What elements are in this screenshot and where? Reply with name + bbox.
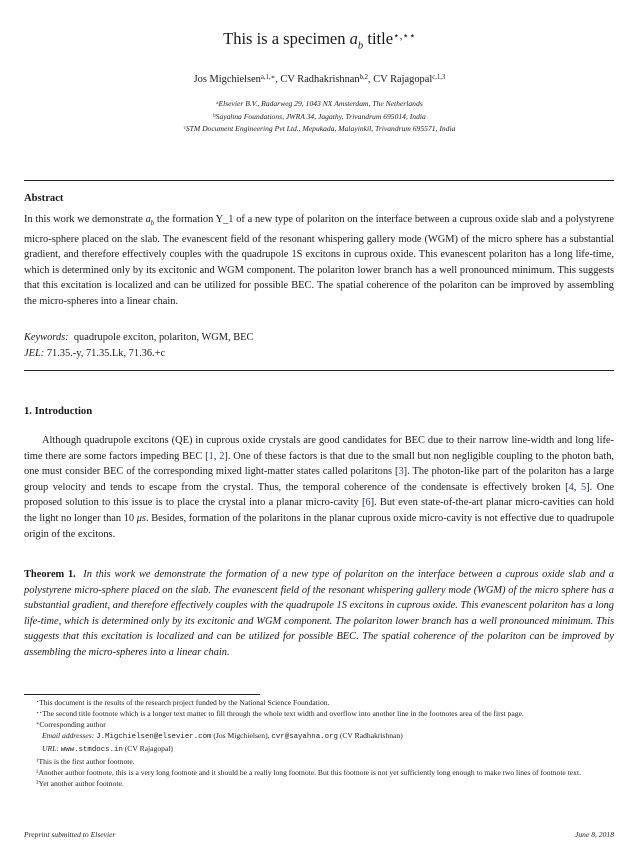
email-link[interactable]: cvr@sayahna.org (271, 733, 338, 741)
intro-text: ]. One proposed solution to this issue is to place the crystal into a planar micro-cavity [ (24, 481, 615, 509)
email-link[interactable]: J.Migchielsen@elsevier.com (96, 733, 212, 741)
intro-text: , (213, 450, 220, 462)
abstract-top-rule (24, 180, 614, 181)
jel-line (24, 346, 614, 362)
author-list (0, 73, 639, 86)
theorem-text: In this work we demonstrate the formation of a new type of polariton on the interface between a cuprous oxide slab and a polystyrene micro-sphere placed on the slab. The evanescent field of the resonant whispering gallery mode (WGM) of the micro sphere has a substantial gradient, and therefore effectively couples with the quadrupole 1S excitons in cuprous oxide. This evanescent polariton has a long life-time, which is determined only by its excitonic and WGM component. The polariton lower branch has a well pronounced minimum. This suggests that this excitation is localized and can be utilized for possible BEC. The spatial coherence of the polariton can be improved by assembling the micro-spheres into a linear chain. (24, 569, 614, 658)
footnote-text: Another author footnote, this is a very long footnote and it should be a really long footnote. But this footnote is not yet sufficiently long enough to make two lines of footnote text. (38, 768, 581, 777)
footnote-mark: 3 (36, 780, 39, 786)
citation-link[interactable]: 6 (365, 497, 371, 509)
citation-link[interactable]: 1 (208, 450, 214, 462)
author-marks: c,1,3 (432, 73, 446, 81)
intro-text: , (573, 481, 581, 493)
affiliation-text: STM Document Engineering Pvt Ltd., Mepukada, Malayinkil, Trivandrum 695571, India (185, 124, 456, 133)
affiliation (0, 98, 639, 111)
affiliation (0, 123, 639, 136)
footnote-mark: ⋆ (36, 699, 40, 705)
jel-value: 71.35.-y, 71.35.Lk, 71.36.+c (46, 347, 166, 359)
footer-date: June 8, 2018 (574, 830, 614, 839)
footnote-text: Corresponding author (39, 720, 106, 729)
abstract-math: a (145, 214, 151, 225)
footnote (24, 778, 614, 789)
keywords-block (24, 330, 614, 361)
affiliation-mark: a (216, 100, 219, 106)
intro-text: ]. One of these factors is that due to the small but non negligible coupling to the photon bath, one must consider BEC of the corresponding mixed light-matter states called polaritons [ (24, 450, 614, 478)
title-tail: title (363, 29, 394, 48)
footnotes (24, 697, 614, 789)
author-separator: , (368, 74, 374, 85)
url-owner: (CV Rajagopal) (124, 744, 173, 753)
affiliation-mark: b (213, 113, 216, 119)
author-name: Jos Migchielsen (193, 74, 261, 85)
paper-title (0, 29, 639, 55)
abstract-text: In this work we demonstrate (24, 214, 146, 225)
abstract-text: the formation Y_1 of a new type of polariton on the interface between a cuprous oxide slab and a polystyrene micro-sphere placed on the slab. The evanescent field of the resonant whispering gallery mode (WGM) of the micro sphere has a substantial gradient, and therefore effectively couples with the quadrupole 1S excitons in cuprous oxide. This evanescent polariton has a long life-time, which is determined only by its excitonic and WGM component. The polariton lower branch has a well pronounced minimum. This suggests that this excitation is localized and can be utilized for possible BEC. The spatial coherence of the polariton can be improved by assembling the micro-spheres into a linear chain. (24, 214, 614, 308)
email-label: Email addresses: (42, 731, 95, 740)
citation-link[interactable]: 5 (580, 481, 587, 493)
author-marks: b,2 (359, 73, 369, 81)
intro-text: ]. But even state-of-the-art planar micro-cavities can hold the light no longer than 10 (24, 497, 614, 524)
author-name: CV Radhakrishnan (280, 74, 360, 85)
citation-link[interactable]: 3 (398, 466, 404, 478)
footnote (24, 708, 614, 719)
author-name: CV Rajagopal (373, 74, 433, 85)
intro-text: . Besides, formation of the polaritons in the planar cuprous oxide micro-cavity is not effective due to quadrupole origin of the excitons. (24, 512, 614, 540)
author-separator: , (275, 74, 281, 85)
math-unit: μs (136, 512, 146, 524)
footnote-text: The second title footnote which is a longer text matter to fill through the whole text width and overflow into another line in the footnotes area of the first page. (42, 709, 524, 718)
footnote-text: This is the first author footnote. (38, 757, 135, 766)
url-label: URL: (42, 744, 59, 753)
theorem-label: Theorem 1. (24, 569, 76, 580)
affiliation (0, 111, 639, 124)
footnote (24, 719, 614, 730)
footnote-emails (24, 730, 614, 743)
jel-label: JEL: (24, 347, 45, 359)
url-link[interactable]: www.stmdocs.in (60, 746, 123, 754)
footnote (24, 756, 614, 767)
footnote-mark: 2 (36, 769, 39, 775)
footnote-mark: ∗ (36, 721, 40, 727)
intro-text: Although quadrupole excitons (QE) in cuprous oxide crystals are good candidates for BEC due to their narrow line-width and long life-time there are some factors impeding BEC [ (24, 435, 614, 462)
footer-preprint-note: Preprint submitted to Elsevier (24, 830, 116, 839)
footnote-mark: ⋆⋆ (36, 710, 43, 716)
email-owner: (Jos Migchielsen), (213, 731, 272, 740)
abstract-heading: Abstract (24, 193, 64, 204)
affiliation-text: Sayahna Foundations, JWRA 34, Jagathy, Trivandrum 695014, India (215, 111, 426, 121)
footnote-url (24, 743, 614, 756)
footnote (24, 697, 614, 708)
section-heading: 1. Introduction (24, 406, 93, 417)
footnote-mark: 1 (36, 758, 39, 764)
footnote-text: This document is the results of the research project funded by the National Science Foundation. (39, 698, 330, 707)
author-marks: a,1,∗ (260, 73, 276, 81)
title-math-sub: b (357, 39, 364, 52)
title-text: This is a specimen (223, 29, 350, 48)
footnote-rule (24, 694, 260, 695)
keywords-line (24, 330, 614, 346)
footnote (24, 767, 614, 778)
title-footnote-marks: ⋆,⋆⋆ (393, 30, 416, 43)
abstract-body (24, 212, 614, 310)
affiliation-text: Elsevier B.V., Radarweg 29, 1043 NX Amsterdam, The Netherlands (218, 99, 423, 108)
email-owner: (CV Radhakrishnan) (339, 731, 403, 740)
intro-text: ]. The photon-like part of the polariton has a large group velocity and tends to escape from the crystal. Thus, the temporal coherence of the condensate is effectively broken [ (24, 466, 614, 493)
keywords-value: quadrupole exciton, polariton, WGM, BEC (73, 332, 254, 343)
footnote-text: Yet another author footnote. (38, 779, 124, 788)
affiliation-mark: c (183, 125, 186, 131)
theorem-block (24, 567, 614, 661)
citation-link[interactable]: 2 (219, 450, 225, 462)
title-math: a (349, 29, 358, 48)
intro-paragraph (24, 433, 614, 542)
affiliations (0, 98, 639, 136)
abstract-bottom-rule (24, 370, 614, 371)
citation-link[interactable]: 4 (568, 481, 574, 493)
abstract-math-sub: b (150, 220, 155, 228)
keywords-label: Keywords: (24, 332, 69, 343)
